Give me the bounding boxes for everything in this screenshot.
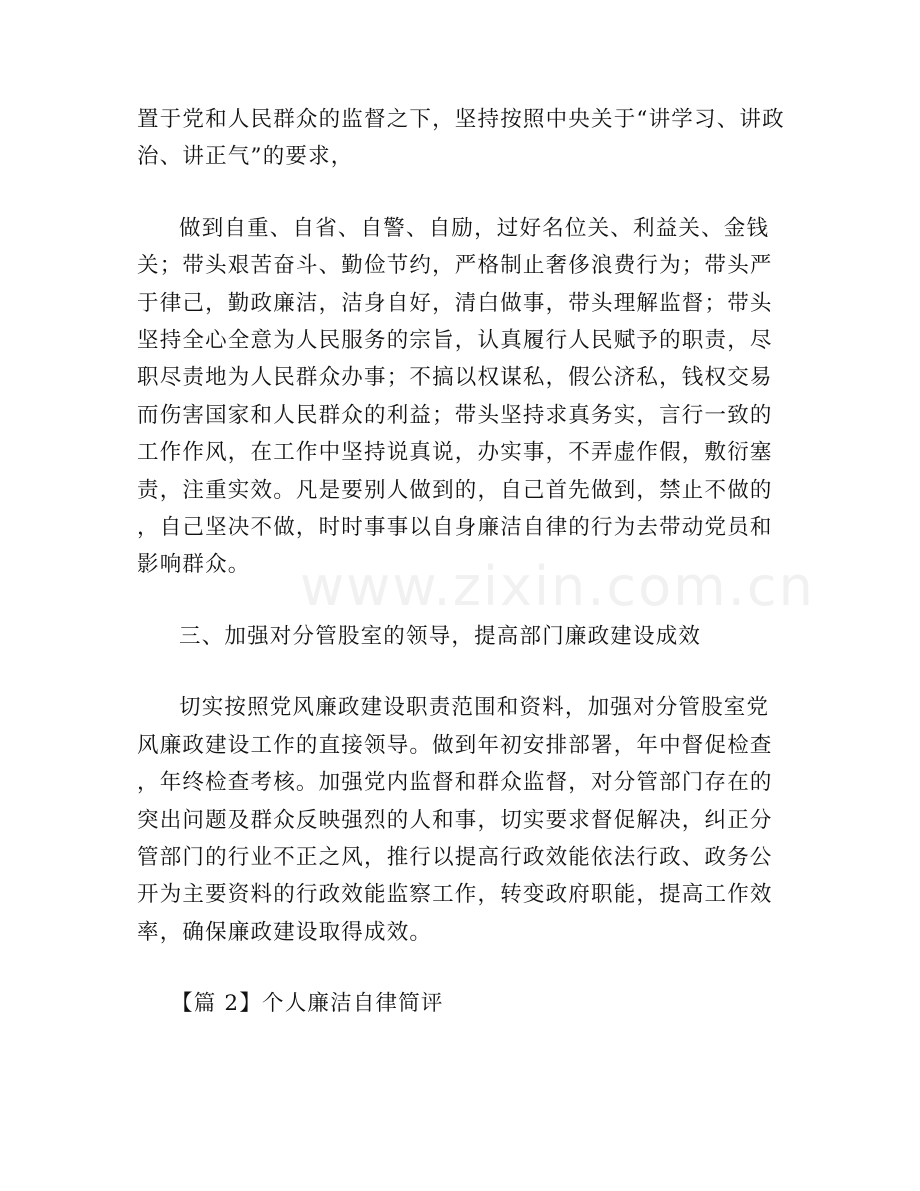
paragraph-continuation (137, 101, 787, 176)
text-line: 工作作风，在工作中坚持说真说，办实事，不弄虚作假，敷衍塞 (137, 440, 773, 466)
text-line: 治、讲正气”的要求， (137, 144, 354, 170)
paragraph-self-discipline (137, 210, 787, 584)
paragraph-gap (137, 655, 787, 689)
paragraph-leadership (137, 689, 787, 951)
text-line: 责，注重实效。凡是要别人做到的，自己首先做到，禁止不做的 (137, 477, 773, 503)
text-line: 率，确保廉政建设取得成效。 (137, 919, 433, 945)
text-line: 开为主要资料的行政效能监察工作，转变政府职能，提高工作效 (137, 882, 773, 908)
watermark: www.zixin.com.cn (300, 555, 815, 618)
text-line: 坚持全心全意为人民服务的宗旨，认真履行人民赋予的职责，尽 (137, 328, 773, 354)
text-line: 关；带头艰苦奋斗、勤俭节约，严格制止奢侈浪费行为；带头严 (137, 253, 773, 279)
heading-line: 三、加强对分管股室的领导，提高部门廉政建设成效 (179, 623, 702, 649)
text-line: 职尽责地为人民群众办事；不搞以权谋私，假公济私，钱权交易 (137, 365, 773, 391)
text-line: 突出问题及群众反映强烈的人和事，切实要求督促解决，纠正分 (137, 807, 773, 833)
text-line: 管部门的行业不正之风，推行以提高行政效能依法行政、政务公 (137, 844, 773, 870)
text-line: ，年终检查考核。加强党内监督和群众监督，对分管部门存在的 (137, 770, 773, 796)
text-line: 切实按照党风廉政建设职责范围和资料，加强对分管股室党 (179, 695, 770, 721)
text-line: 风廉政建设工作的直接领导。做到年初安排部署，年中督促检查 (137, 732, 773, 758)
heading-line: 【篇 2】个人廉洁自律简评 (171, 991, 444, 1017)
text-line: 做到自重、自省、自警、自励，过好名位关、利益关、金钱 (179, 215, 770, 241)
text-line: 置于党和人民群众的监督之下，坚持按照中央关于“讲学习、讲政 (137, 107, 785, 132)
section-heading (137, 618, 787, 655)
article-heading (137, 985, 787, 1022)
paragraph-gap (137, 951, 787, 985)
text-line: ，自己坚决不做，时时事事以自身廉洁自律的行为去带动党员和 (137, 515, 773, 541)
document-body (137, 101, 787, 1023)
paragraph-gap (137, 584, 787, 618)
text-line: 于律己，勤政廉洁，洁身自好，清白做事，带头理解监督；带头 (137, 290, 773, 316)
text-line: 影响群众。 (137, 552, 251, 578)
paragraph-gap (137, 176, 787, 210)
text-line: 而伤害国家和人民群众的利益；带头坚持求真务实，言行一致的 (137, 402, 773, 428)
